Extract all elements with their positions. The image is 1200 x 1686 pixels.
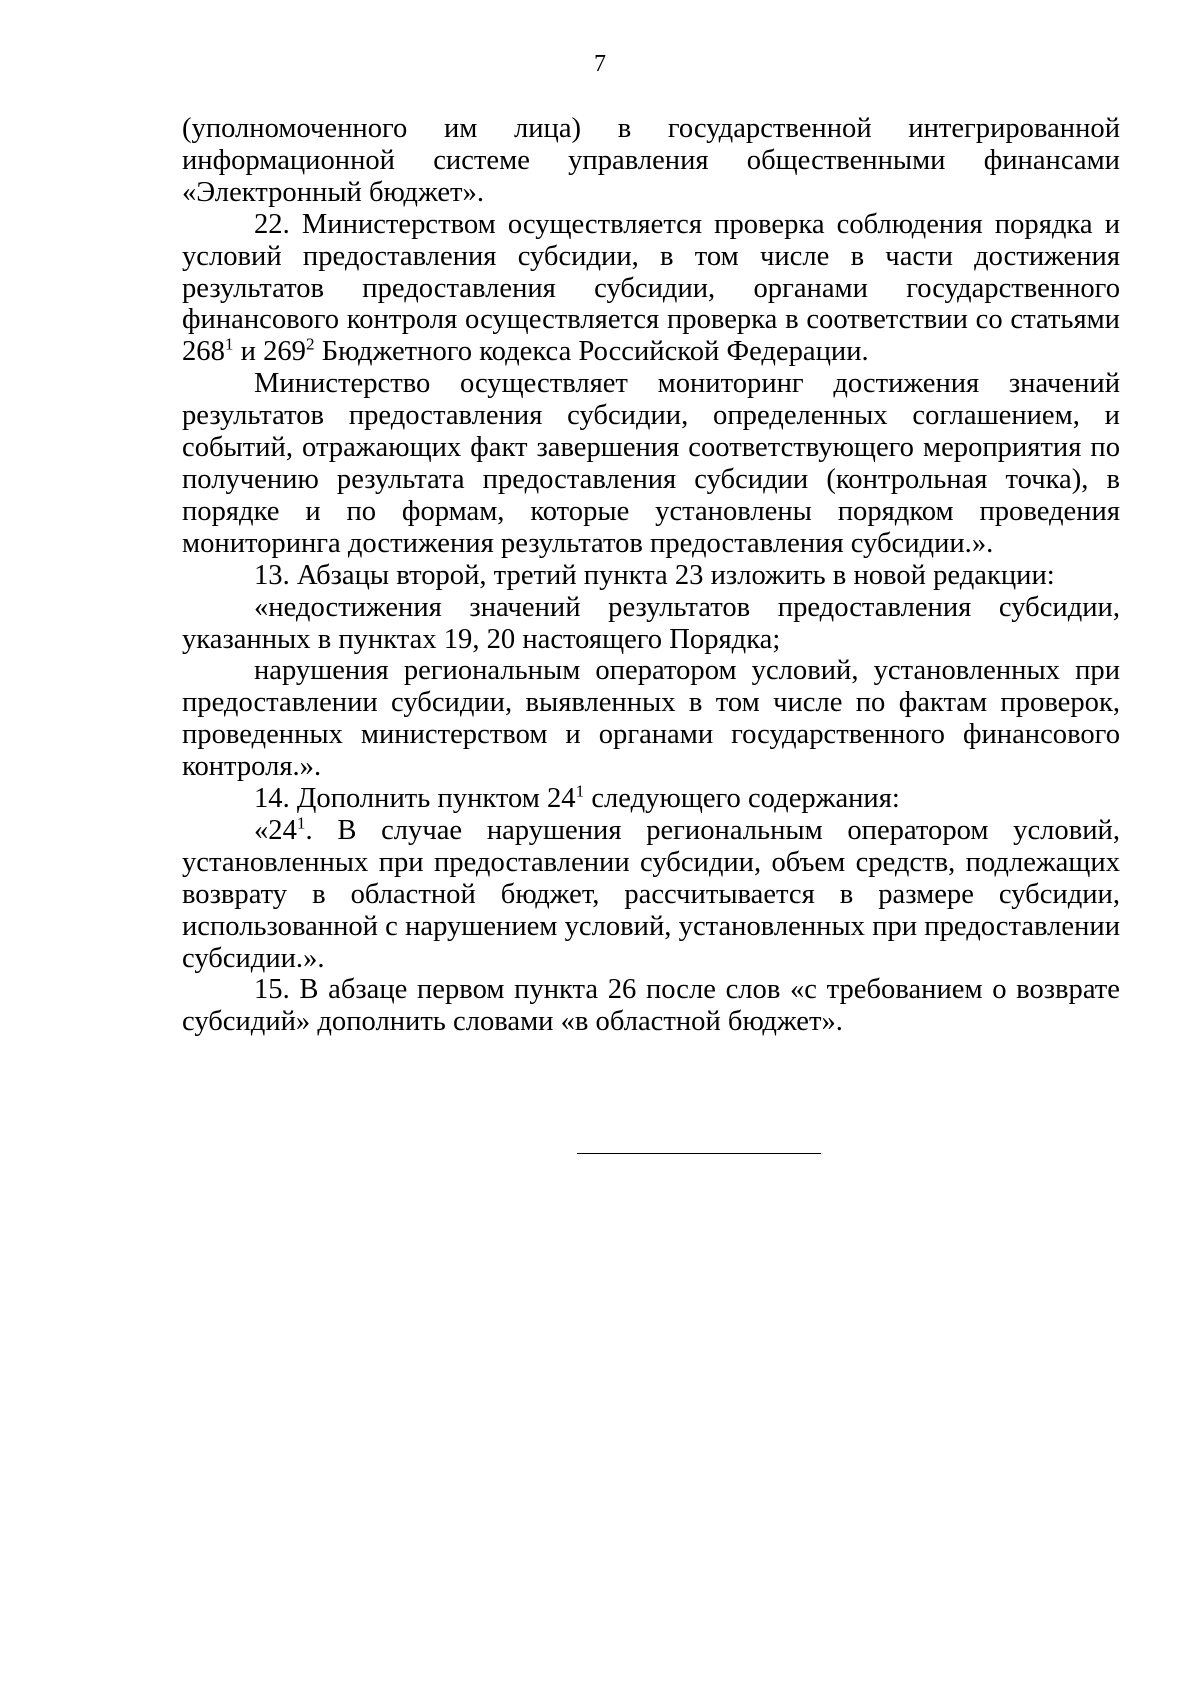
paragraph-quote-violation: нарушения региональным оператором условий, установленных при предоставлении субсидии, выявленных в том числе по фактам проверок, проведенных министерством и органами государственного финансового контроля.».	[182, 655, 1120, 783]
superscript: 1	[296, 813, 306, 833]
paragraph-quote-24-1	[182, 815, 1120, 975]
paragraph-quote-underachievement: «недостижения значений результатов предоставления субсидии, указанных в пунктах 19, 20 настоящего Порядка;	[182, 591, 1120, 655]
paragraph-item-15: 15. В абзаце первом пункта 26 после слов «с требованием о возврате субсидий» дополнить словами «в областной бюджет».	[182, 974, 1120, 1038]
superscript: 2	[305, 335, 315, 355]
paragraph-text: «24	[254, 814, 297, 846]
paragraph-item-13: 13. Абзацы второй, третий пункта 23 изложить в новой редакции:	[254, 559, 1055, 591]
paragraph-text: Бюджетного кодекса Российской Федерации.	[314, 336, 869, 368]
paragraph-text: следующего содержания:	[584, 783, 900, 815]
paragraph-text: и 269	[233, 336, 306, 368]
paragraph-monitoring: Министерство осуществляет мониторинг достижения значений результатов предоставления субсидии, определенных соглашением, и событий, отражающих факт завершения соответствующего мероприятия по получению результата предоставления субсидии (контрольная точка), в порядке и по формам, которые установлены порядком проведения мониторинга достижения результатов предоставления субсидии.».	[182, 368, 1120, 559]
superscript: 1	[224, 335, 234, 355]
paragraph-item-14	[182, 783, 1120, 815]
page-number: 7	[594, 51, 606, 77]
paragraph-text: 22. Министерством осуществляется проверка соблюдения порядка и условий предоставления субсидии, в том числе в части достижения результатов предоставления субсидии, органами государственного финансового контроля осуществляется проверка в соответствии со статьями 268	[182, 208, 1120, 368]
paragraph-item-22	[182, 209, 1120, 369]
superscript: 1	[575, 781, 585, 801]
paragraph-text: 14. Дополнить пунктом 24	[254, 783, 576, 815]
end-divider-line	[577, 1153, 821, 1154]
document-body	[182, 113, 1120, 1038]
paragraph-text: . В случае нарушения региональным оператором условий, установленных при предоставлении субсидии, объем средств, подлежащих возврату в областной бюджет, рассчитывается в размере субсидии, использованной с нарушением условий, установленных при предоставлении субсидии.».	[182, 814, 1120, 974]
paragraph-continuation: (уполномоченного им лица) в государственной интегрированной информационной системе управления общественными финансами «Электронный бюджет».	[182, 113, 1120, 208]
